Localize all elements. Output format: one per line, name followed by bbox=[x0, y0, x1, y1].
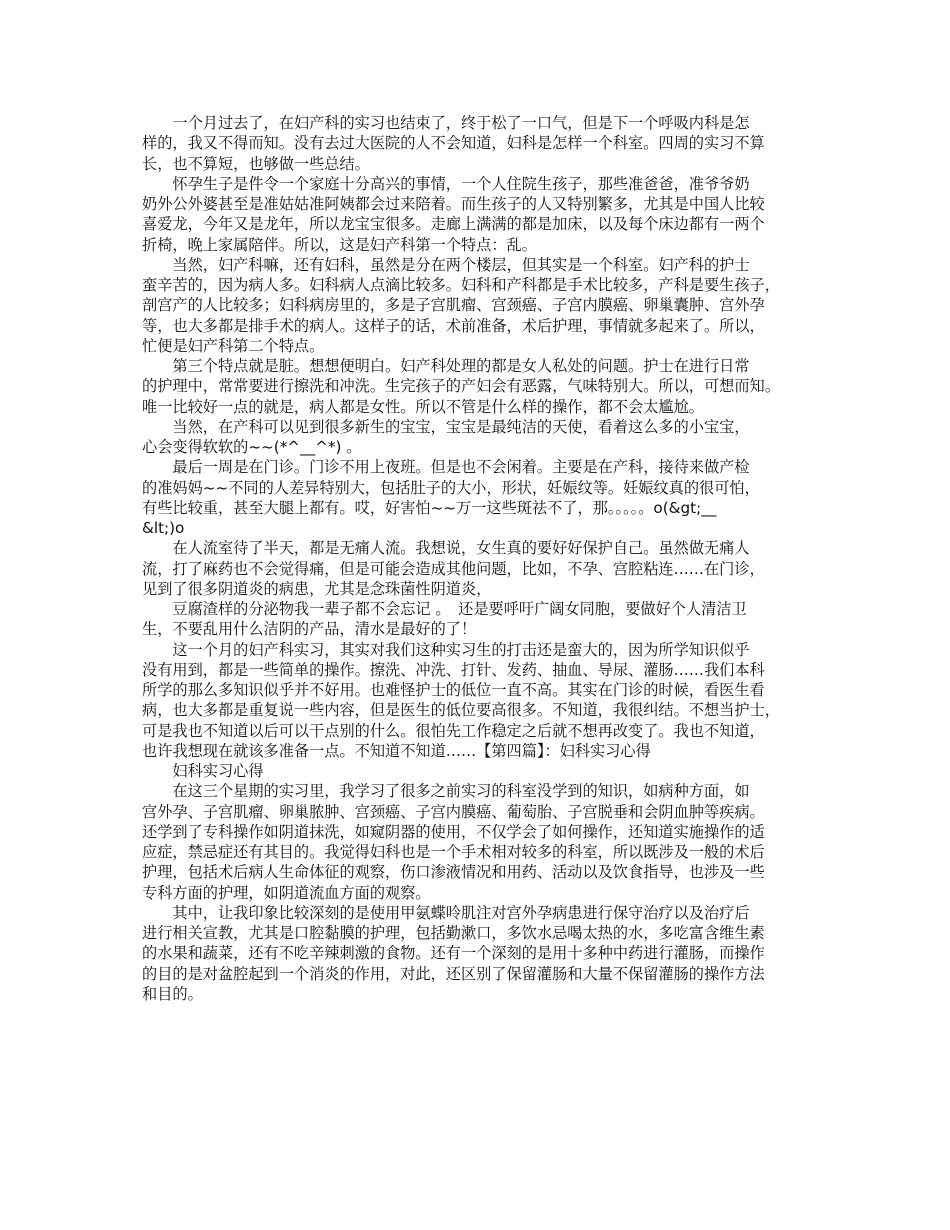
text-line: 进行相关宣教，尤其是口腔黏膜的护理，包括勤漱口，多饮水忌喝太热的水，多吃富含维生素 bbox=[142, 924, 765, 942]
text-line: 还学到了专科操作如阴道抹洗，如窥阴器的使用，不仅学会了如何操作，还知道实施操作的适 bbox=[142, 822, 765, 841]
text-line: 当然，在产科可以见到很多新生的宝宝，宝宝是最纯洁的天使，看着这么多的小宝宝， bbox=[142, 417, 750, 436]
text-line: 没有用到，都是一些简单的操作。擦洗、冲洗、打针、发药、抽血、导尿、灌肠……我们本科 bbox=[142, 660, 765, 679]
text-line: 在人流室待了半天，都是无痛人流。我想说，女生真的要好好保护自己。虽然做无痛人 bbox=[142, 539, 750, 558]
text-line: 妇科实习心得 bbox=[142, 762, 264, 780]
text-line: 在这三个星期的实习里，我学习了很多之前实习的科室没学到的知识，如病种方面，如 bbox=[142, 782, 750, 801]
text-line: 忙便是妇产科第二个特点。 bbox=[142, 336, 325, 355]
text-line: 第三个特点就是脏。想想便明白。妇产科处理的都是女人私处的问题。护士在进行日常 bbox=[142, 357, 750, 375]
text-line: 剖宫产的人比较多；妇科病房里的，多是子宫肌瘤、宫颈癌、子宫内膜癌、卵巢囊肿、宫外孕 bbox=[142, 296, 765, 315]
text-line: 专科方面的护理，如阴道流血方面的观察。 bbox=[142, 883, 431, 902]
text-line: 最后一周是在门诊。门诊不用上夜班。但是也不会闲着。主要是在产科，接待来做产检 bbox=[142, 458, 750, 477]
text-line: 和目的。 bbox=[142, 984, 203, 1003]
text-line: 长，也不算短，也够做一些总结。 bbox=[142, 154, 370, 173]
text-line: 的准妈妈~~不同的人差异特别大，包括肚子的大小，形状，妊娠纹等。妊娠纹真的很可怕， bbox=[142, 478, 760, 497]
text-line: 可是我也不知道以后可以干点别的什么。很怕先工作稳定之后就不想再改变了。我也不知道， bbox=[142, 721, 765, 740]
text-line: 等，也大多都是排手术的病人。这样子的话，术前准备，术后护理，事情就多起来了。所以， bbox=[142, 316, 765, 335]
text-line: 病，也大多都是重复说一些内容，但是医生的低位要高很多。不知道，我很纠结。不想当护士， bbox=[142, 701, 780, 720]
text-line: 护理，包括术后病人生命体征的观察，伤口渗液情况和用药、活动以及饮食指导，也涉及一些 bbox=[142, 863, 765, 882]
text-line: 的护理中，常常要进行擦洗和冲洗。生完孩子的产妇会有恶露，气味特别大。所以，可想而知。 bbox=[142, 377, 780, 396]
text-line: 唯一比较好一点的就是，病人都是女性。所以不管是什么样的操作，都不会太尴尬。 bbox=[142, 397, 704, 416]
text-line: 喜爱龙，今年又是龙年，所以龙宝宝很多。走廊上满满的都是加床，以及每个床边都有一两个 bbox=[142, 215, 765, 234]
text-line: 的目的是对盆腔起到一个消炎的作用，对此，还区别了保留灌肠和大量不保留灌肠的操作方法 bbox=[142, 964, 765, 983]
text-line: 样的，我又不得而知。没有去过大医院的人不会知道，妇科是怎样一个科室。四周的实习不算 bbox=[142, 134, 765, 153]
text-line: 这一个月的妇产科实习，其实对我们这种实习生的打击还是蛮大的，因为所学知识似乎 bbox=[142, 640, 750, 659]
text-line: 流，打了麻药也不会觉得痛，但是可能会造成其他问题，比如，不孕、宫腔粘连……在门诊， bbox=[142, 559, 765, 578]
text-line: 折椅，晚上家属陪伴。所以，这是妇产科第一个特点：乱。 bbox=[142, 235, 537, 254]
text-line: 有些比较重，甚至大腿上都有。哎，好害怕~~万一这些斑祛不了，那。。。。。o(&gt;__ bbox=[142, 498, 717, 517]
text-line: 应症，禁忌症还有其目的。我觉得妇科也是一个手术相对较多的科室，所以既涉及一般的术后 bbox=[142, 843, 765, 861]
text-line: 其中，让我印象比较深刻的是使用甲氨蝶呤肌注对宫外孕病患进行保守治疗以及治疗后 bbox=[142, 903, 750, 922]
text-line: 一个月过去了，在妇产科的实习也结束了，终于松了一口气，但是下一个呼吸内科是怎 bbox=[142, 114, 750, 132]
text-line: &lt;)o bbox=[142, 519, 185, 537]
text-line: 豆腐渣样的分泌物我一辈子都不会忘记 。 还是要呼吁广阔女同胞，要做好个人清洁卫 bbox=[142, 600, 747, 618]
text-line: 所学的那么多知识似乎并不好用。也难怪护士的低位一直不高。其实在门诊的时候，看医生看 bbox=[142, 681, 765, 699]
text-line: 当然，妇产科嘛，还有妇科，虽然是分在两个楼层，但其实是一个科室。妇产科的护士 bbox=[142, 255, 750, 274]
text-line: 见到了很多阴道炎的病患，尤其是念珠菌性阴道炎， bbox=[142, 579, 492, 598]
text-line: 宫外孕、子宫肌瘤、卵巢脓肿、宫颈癌、子宫内膜癌、葡萄胎、子宫脱垂和会阴血肿等疾病。 bbox=[142, 802, 765, 821]
document-body bbox=[142, 113, 818, 1004]
text-line: 的水果和蔬菜，还有不吃辛辣刺激的食物。还有一个深刻的是用十多种中药进行灌肠，而操作 bbox=[142, 944, 765, 963]
text-line: 心会变得软软的~~(*^__^*) 。 bbox=[142, 438, 362, 456]
text-line: 怀孕生子是件令一个家庭十分高兴的事情，一个人住院生孩子，那些准爸爸，准爷爷奶 bbox=[142, 174, 750, 193]
text-line: 也许我想现在就该多准备一点。不知道不知道……【第四篇】：妇科实习心得 bbox=[142, 741, 651, 760]
text-line: 蛮辛苦的，因为病人多。妇科病人点滴比较多。妇科和产科都是手术比较多，产科是要生孩子， bbox=[142, 276, 780, 294]
text-line: 生，不要乱用什么洁阴的产品，清水是最好的了！ bbox=[142, 620, 477, 639]
text-line: 奶外公外婆甚至是准姑姑准阿姨都会过来陪着。而生孩子的人又特别繁多，尤其是中国人比较 bbox=[142, 195, 765, 213]
